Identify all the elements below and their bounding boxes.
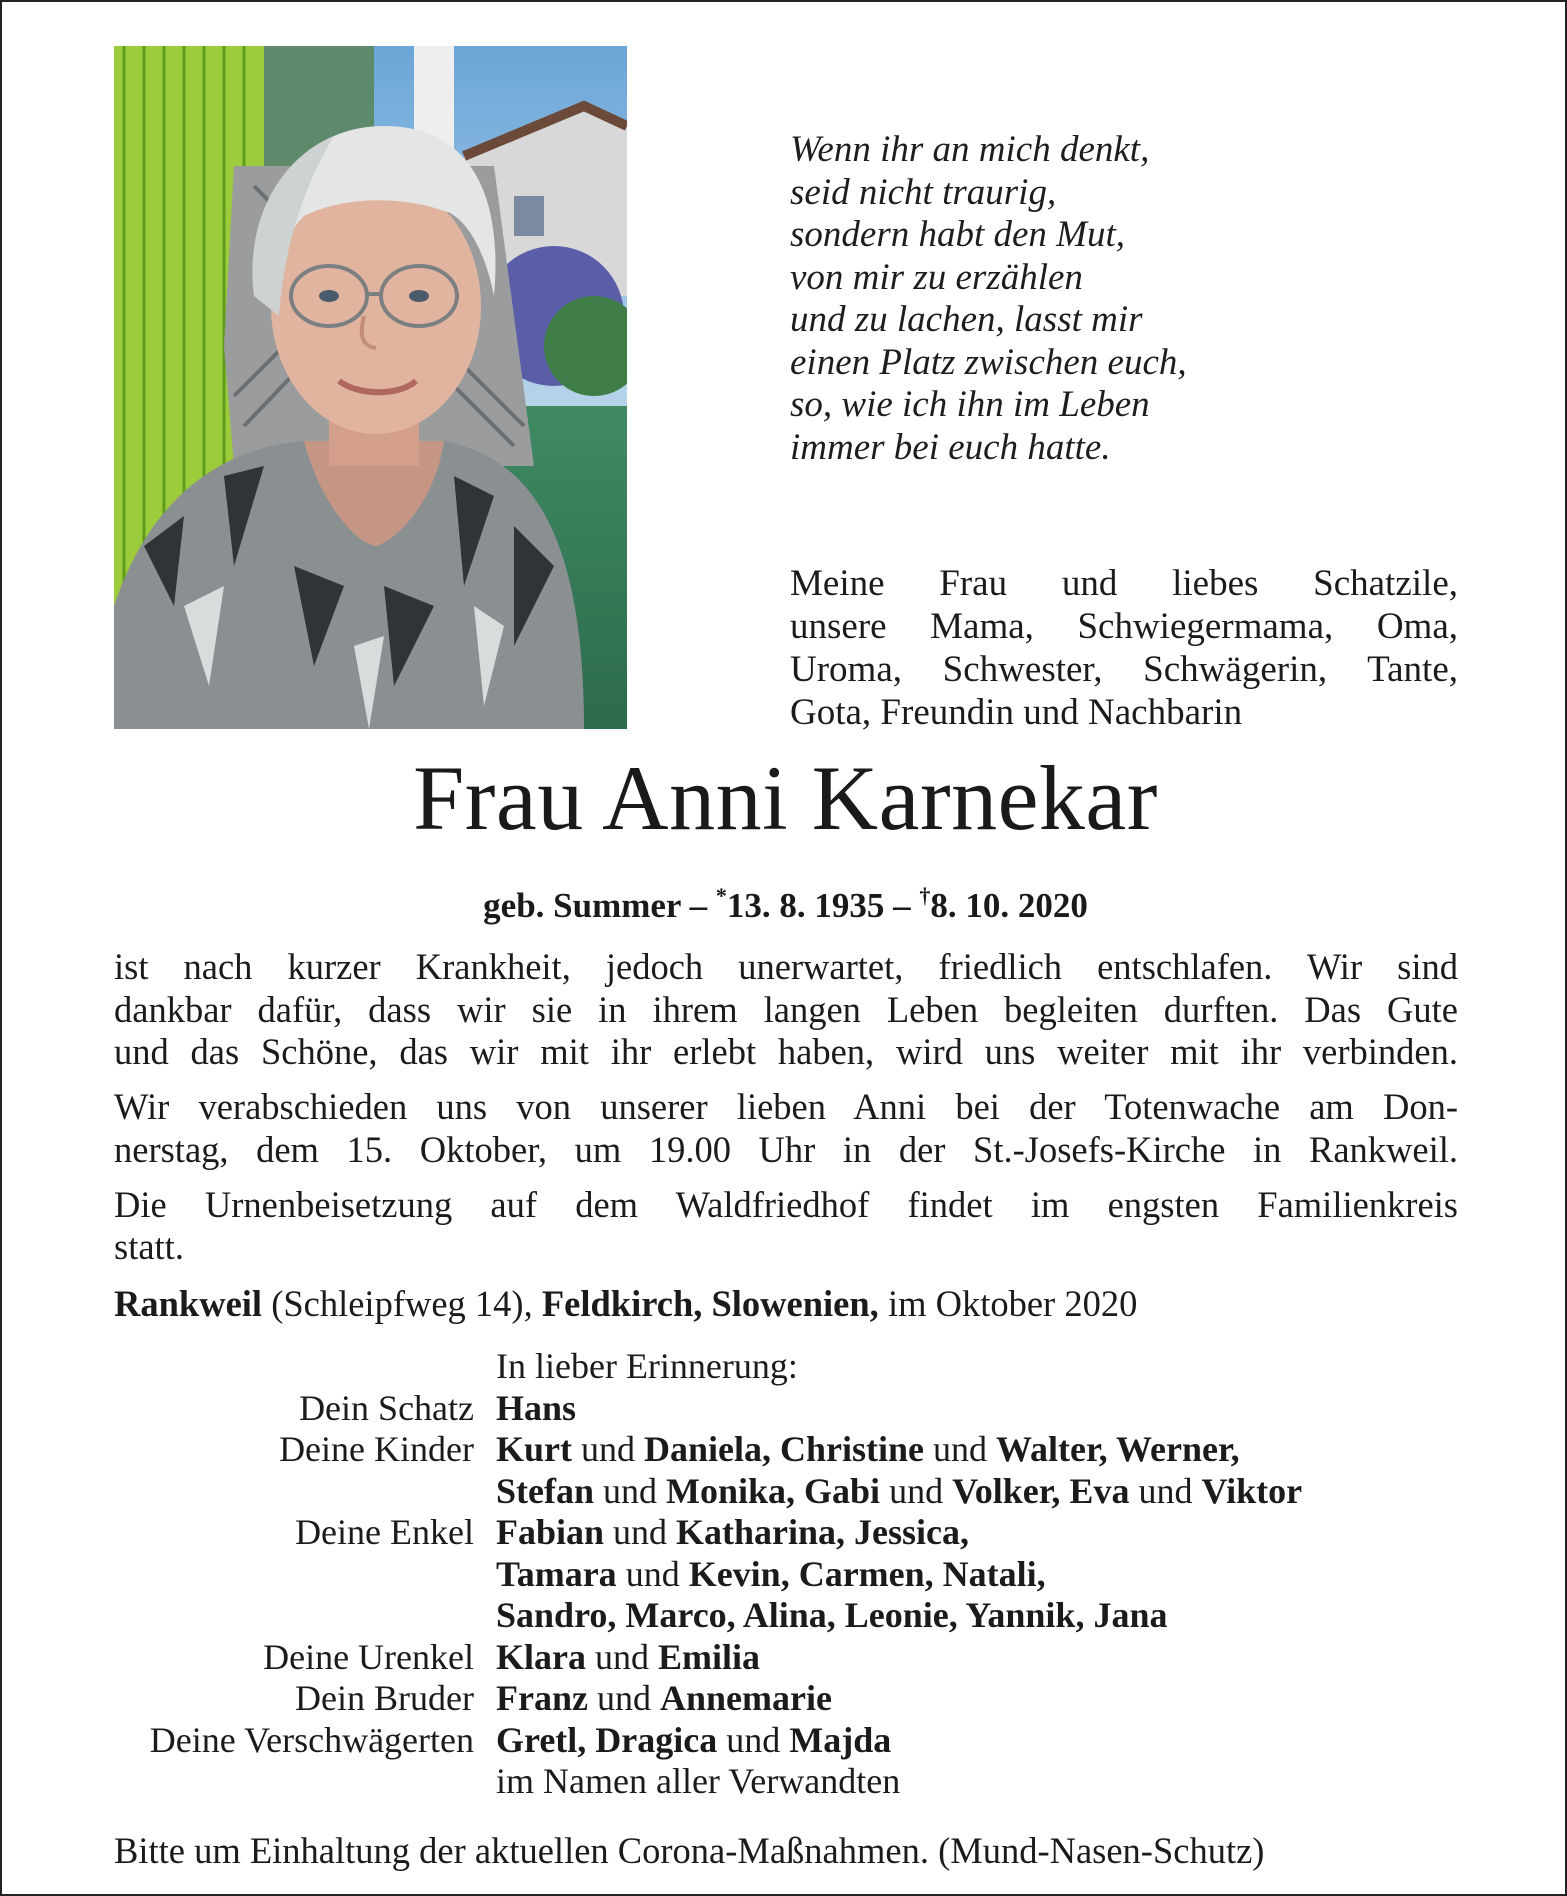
conjunction: und (585, 1636, 658, 1677)
life-dates (2, 874, 1567, 928)
mourner-role: Deine Verschwägerten (149, 1719, 474, 1760)
conjunction: und (572, 1429, 644, 1469)
mourner-name: Sandro, Marco, Alina, Leonie, Yannik, Jana (496, 1595, 1168, 1635)
mourner-name: Gretl, Dragica (496, 1719, 718, 1760)
mourners-heading: In lieber Erinnerung: (496, 1346, 798, 1386)
poem-line: seid nicht traurig, (790, 171, 1057, 213)
dash: – (689, 886, 708, 925)
mourner-row (102, 1678, 1482, 1720)
conjunction: und (587, 1678, 660, 1718)
conjunction: und (616, 1553, 689, 1594)
mourner-row (102, 1512, 1482, 1554)
body-paragraph (114, 1184, 1458, 1269)
body-paragraph (114, 946, 1458, 1074)
place-town: Rankweil (114, 1283, 263, 1324)
mourner-names (496, 1512, 1482, 1554)
portrait-image (114, 46, 627, 729)
deceased-name: Frau Anni Karnekar (413, 747, 1158, 849)
mourner-name: Daniela, Christine (644, 1429, 925, 1469)
mourner-role: Dein Schatz (299, 1387, 474, 1428)
death-symbol: † (919, 883, 931, 908)
mourner-role: Deine Enkel (295, 1512, 474, 1552)
conjunction: und (594, 1470, 666, 1511)
place-others: Feldkirch, Slowenien, (541, 1283, 879, 1324)
intro-line: Meine Frau und liebes Schatzile, (790, 563, 1458, 604)
mourners-closing: im Namen aller Verwandten (496, 1761, 901, 1801)
poem-line: von mir zu erzählen (790, 256, 1083, 298)
mourner-role (102, 1471, 496, 1513)
birth-date: 13. 8. 1935 (726, 886, 885, 925)
mourner-row (102, 1388, 1482, 1430)
mourner-names (496, 1720, 1482, 1762)
mourner-name: Annemarie (659, 1678, 832, 1718)
conjunction: und (604, 1512, 677, 1552)
mourner-name: Franz (496, 1678, 588, 1718)
conjunction: und (1129, 1470, 1202, 1511)
death-date: 8. 10. 2020 (930, 886, 1088, 925)
poem-line: Wenn ihr an mich denkt, (790, 129, 1150, 170)
intro-line: unsere Mama, Schwiegermama, Oma, (790, 606, 1458, 647)
poem-line: so, wie ich ihn im Leben (790, 384, 1150, 425)
mourner-name: Hans (496, 1387, 577, 1428)
mourner-row (102, 1471, 1482, 1513)
mourner-name: Klara (496, 1636, 586, 1677)
mourner-names (496, 1471, 1482, 1513)
conjunction: und (880, 1470, 953, 1511)
mourner-name: Kurt (496, 1429, 572, 1469)
mourner-name: Kevin, Carmen, Natali, (688, 1553, 1046, 1594)
mourner-rows (102, 1388, 1482, 1762)
mourner-names (496, 1595, 1482, 1637)
body-line: Die Urnenbeisetzung auf dem Waldfriedhof findet im engsten Familienkreis (114, 1183, 1458, 1225)
mourner-row (102, 1554, 1482, 1596)
place-and-date (114, 1283, 1458, 1325)
mourners-heading-row (102, 1346, 1482, 1388)
mourner-role (102, 1595, 496, 1637)
body-line: nerstag, dem 15. Oktober, um 19.00 Uhr in der St.-Josefs-Kirche in Rankweil. (114, 1128, 1458, 1170)
body-line: und das Schöne, das wir mit ihr erlebt haben, wird uns weiter mit ihr verbinden. (114, 1031, 1458, 1073)
body-line: Wir verabschieden uns von unserer lieben Anni bei der Totenwache am Don- (114, 1086, 1458, 1128)
place-address: (Schleipfweg 14), (271, 1283, 533, 1324)
mourner-role: Dein Bruder (295, 1678, 474, 1718)
mourner-role: Deine Urenkel (263, 1636, 474, 1677)
mourner-name: Stefan (496, 1470, 594, 1511)
body-line: ist nach kurzer Krankheit, jedoch unerwartet, friedlich entschlafen. Wir sind (114, 946, 1458, 987)
birth-symbol: * (715, 883, 727, 908)
mourner-names (496, 1554, 1482, 1596)
mourners-list (102, 1346, 1482, 1803)
place-date: im Oktober 2020 (887, 1283, 1138, 1324)
mourner-name: Emilia (657, 1636, 760, 1677)
poem-line: und zu lachen, lasst mir (790, 299, 1143, 340)
mourner-role: Deine Kinder (279, 1429, 474, 1469)
mourner-role (102, 1554, 496, 1596)
mourner-name: Walter, Werner, (996, 1429, 1240, 1469)
intro-line: Uroma, Schwester, Schwägerin, Tante, (790, 649, 1458, 690)
poem-line: sondern habt den Mut, (790, 214, 1126, 255)
conjunction: und (717, 1719, 790, 1760)
poem-line: einen Platz zwischen euch, (790, 341, 1187, 383)
mourner-name: Tamara (496, 1553, 617, 1594)
dash: – (893, 886, 911, 925)
mourner-name: Katharina, Jessica, (676, 1512, 970, 1552)
relationship-intro (790, 562, 1458, 734)
mourner-name: Viktor (1201, 1470, 1303, 1511)
mourner-names (496, 1388, 1482, 1430)
body-line: dankbar dafür, dass wir sie in ihrem langen Leben begleiten durften. Das Gute (114, 988, 1458, 1030)
conjunction: und (924, 1429, 997, 1469)
poem-line: immer bei euch hatte. (790, 426, 1111, 468)
mourner-names (496, 1678, 1482, 1720)
mourner-name: Volker, Eva (952, 1470, 1130, 1511)
mourner-name: Monika, Gabi (666, 1470, 881, 1511)
birth-name: geb. Summer (483, 886, 681, 925)
body-line: statt. (114, 1226, 184, 1268)
intro-line: Gota, Freundin und Nachbarin (790, 692, 1243, 733)
mourner-names (496, 1637, 1482, 1679)
body-paragraph (114, 1086, 1458, 1171)
poem (790, 129, 1390, 469)
mourner-row (102, 1429, 1482, 1471)
announcement-body (114, 946, 1458, 1281)
mourner-name: Fabian (496, 1512, 605, 1552)
corona-notice: Bitte um Einhaltung der aktuellen Corona-Maßnahmen. (Mund-Nasen-Schutz) (114, 1830, 1265, 1871)
mourner-row (102, 1595, 1482, 1637)
mourner-name: Majda (789, 1719, 892, 1760)
mourner-row (102, 1720, 1482, 1762)
mourners-closing-row (102, 1761, 1482, 1803)
mourner-names (496, 1429, 1482, 1471)
portrait-photo (114, 46, 627, 729)
mourner-row (102, 1637, 1482, 1679)
